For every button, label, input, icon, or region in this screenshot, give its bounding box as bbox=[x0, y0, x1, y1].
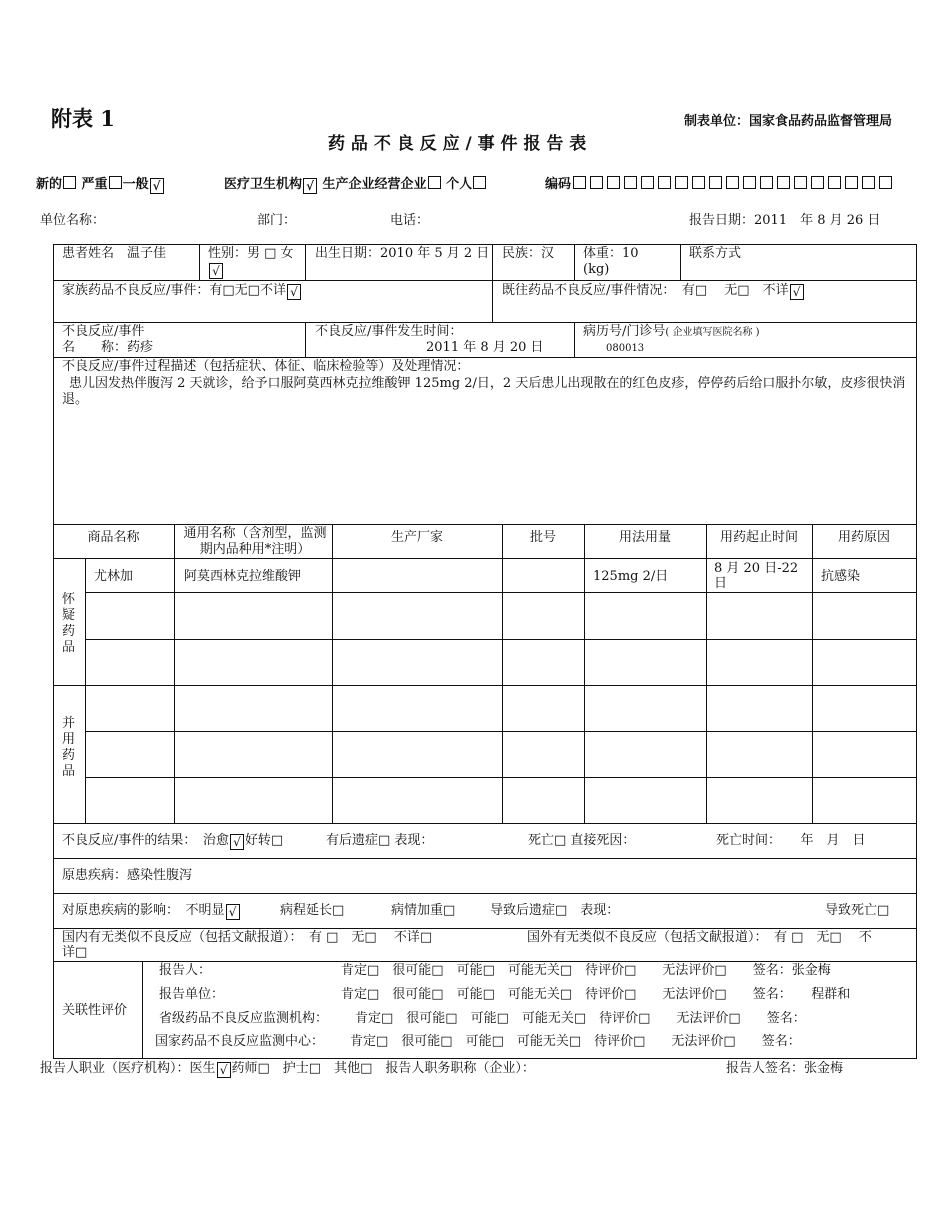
relevance-unit-options: 肯定□ 很可能□ 可能□ 可能无关□ 待评价□ 无法评价□ 签名： 程群和 bbox=[341, 987, 851, 1002]
annex-label: 附表 1 bbox=[51, 106, 115, 131]
patient-sex: 性别：男 □ 女 √ bbox=[208, 246, 294, 278]
general-checkbox[interactable]: √ bbox=[150, 178, 164, 194]
new-label: 新的 bbox=[36, 177, 63, 192]
relevance-national-options: 肯定□ 很可能□ 可能□ 可能无关□ 待评价□ 无法评价□ 签名： bbox=[350, 1034, 801, 1049]
suspect-trade-name: 尤林加 bbox=[94, 569, 134, 584]
report-date: 报告日期：2011 年 8 月 26 日 bbox=[689, 213, 881, 228]
header-trade-name: 商品名称 bbox=[87, 530, 140, 545]
event-name: 不良反应/事件 名 称：药疹 bbox=[62, 324, 154, 355]
outcome-death-time: 死亡时间： 年 月 日 bbox=[716, 833, 866, 848]
outcome-death: 死亡□ 直接死因： bbox=[528, 833, 636, 848]
code-box[interactable] bbox=[590, 176, 603, 189]
suspect-dosage: 125mg 2/日 bbox=[593, 569, 669, 584]
concomitant-drugs-label: 并用药品 bbox=[62, 716, 76, 779]
code-box[interactable] bbox=[573, 176, 586, 189]
suspect-generic-name: 阿莫西林克拉维酸钾 bbox=[184, 569, 302, 584]
impact-prolong: 病程延长□ bbox=[280, 903, 345, 918]
relevance-reporter: 报告人： bbox=[159, 963, 212, 978]
impact-sequela: 导致后遗症□ 表现： bbox=[490, 903, 620, 918]
not-obvious-checkbox[interactable]: √ bbox=[226, 904, 240, 920]
patient-name: 患者姓名 温子佳 bbox=[62, 246, 167, 261]
patient-ethnic: 民族：汉 bbox=[502, 246, 555, 261]
event-time-label: 不良反应/事件发生时间： bbox=[315, 324, 463, 339]
patient-contact: 联系方式 bbox=[689, 246, 742, 261]
code-box[interactable] bbox=[862, 176, 875, 189]
patient-weight: 体重：10 (kg) bbox=[583, 246, 639, 277]
relevance-unit: 报告单位： bbox=[159, 987, 225, 1002]
description-label: 不良反应/事件过程描述（包括症状、体征、临床检验等）及处理情况： bbox=[62, 359, 470, 374]
header-generic-name: 通用名称（含剂型，监测期内品种用*注明） bbox=[183, 526, 327, 557]
code-label: 编码 bbox=[545, 177, 572, 192]
relevance-provincial-options: 肯定□ 很可能□ 可能□ 可能无关□ 待评价□ 无法评价□ 签名： bbox=[355, 1011, 806, 1026]
header-manufacturer: 生产厂家 bbox=[390, 530, 443, 545]
original-disease: 原患疾病：感染性腹泻 bbox=[62, 868, 193, 883]
page-title: 药 品 不 良 反 应 / 事 件 报 告 表 bbox=[328, 134, 587, 154]
personal-checkbox[interactable] bbox=[473, 176, 486, 189]
new-checkbox[interactable] bbox=[63, 176, 76, 189]
description-text: 患儿因发热伴腹泻 2 天就诊，给予口服阿莫西林克拉维酸钾 125mg 2/日，2 天后患儿出现散在的红色皮疹，停停药后给口服扑尔敏，皮疹很快消退。 bbox=[62, 376, 906, 407]
issuer-label: 制表单位：国家食品药品监督管理局 bbox=[684, 114, 893, 129]
patient-birth: 出生日期：2010 年 5 月 2 日 bbox=[315, 246, 490, 261]
medical-checkbox[interactable]: √ bbox=[303, 178, 317, 194]
reporter-signature: 报告人签名：张金梅 bbox=[726, 1061, 844, 1076]
relevance-national: 国家药品不良反应监测中心： bbox=[155, 1034, 325, 1049]
serious-checkbox[interactable] bbox=[109, 176, 122, 189]
similar-foreign: 国外有无类似不良反应（包括文献报道）： 有 □ 无□ 不 bbox=[527, 930, 872, 945]
code-box[interactable] bbox=[760, 176, 773, 189]
similar-domestic: 国内有无类似不良反应（包括文献报道）： 有 □ 无□ 不详□ bbox=[62, 930, 433, 945]
past-adr: 既往药品不良反应/事件情况： 有□ 无□ 不详 √ bbox=[502, 283, 805, 300]
female-checkbox[interactable]: √ bbox=[209, 263, 223, 279]
code-box[interactable] bbox=[794, 176, 807, 189]
enterprise-checkbox[interactable] bbox=[428, 176, 441, 189]
code-box[interactable] bbox=[811, 176, 824, 189]
family-adr: 家族药品不良反应/事件：有□无□不详 √ bbox=[62, 283, 302, 300]
record-number: 病历号/门诊号( 企业填写医院名称 ) bbox=[583, 324, 760, 339]
code-box[interactable] bbox=[777, 176, 790, 189]
cured-checkbox[interactable]: √ bbox=[230, 834, 244, 850]
relevance-reporter-options: 肯定□ 很可能□ 可能□ 可能无关□ 待评价□ 无法评价□ 签名：张金梅 bbox=[341, 963, 831, 978]
dept-label: 部门： bbox=[257, 213, 297, 228]
reporter-type-line bbox=[224, 173, 487, 194]
code-box[interactable] bbox=[658, 176, 671, 189]
similar-foreign-cont: 详□ bbox=[62, 945, 88, 960]
record-value: 080013 bbox=[606, 343, 645, 354]
serious-label: 严重 bbox=[81, 177, 108, 192]
medical-label: 医疗卫生机构 bbox=[224, 177, 303, 192]
header-dosage: 用法用量 bbox=[618, 530, 671, 545]
code-box[interactable] bbox=[675, 176, 688, 189]
personal-label: 个人 bbox=[446, 177, 473, 192]
reporter-occupation: 报告人职业（医疗机构）：医生 √ 药师□ 护士□ 其他□ 报告人职务职称（企业）： bbox=[40, 1061, 535, 1077]
impact-label: 对原患疾病的影响： 不明显 √ bbox=[62, 903, 241, 920]
outcome-sequela: 有后遗症□ 表现： bbox=[326, 833, 434, 848]
code-box[interactable] bbox=[709, 176, 722, 189]
suspect-drugs-label: 怀疑药品 bbox=[62, 592, 76, 655]
doctor-checkbox[interactable]: √ bbox=[217, 1062, 231, 1078]
general-label: 一般 bbox=[122, 177, 149, 192]
unit-label: 单位名称： bbox=[40, 213, 106, 228]
impact-death: 导致死亡□ bbox=[825, 903, 890, 918]
impact-worse: 病情加重□ bbox=[391, 903, 456, 918]
event-time-value: 2011 年 8 月 20 日 bbox=[426, 340, 544, 355]
enterprise-label: 生产企业经营企业 bbox=[322, 177, 427, 192]
past-unknown-checkbox[interactable]: √ bbox=[790, 284, 804, 300]
code-box[interactable] bbox=[845, 176, 858, 189]
header-batch: 批号 bbox=[529, 530, 556, 545]
suspect-reason: 抗感染 bbox=[821, 569, 861, 584]
code-boxes[interactable] bbox=[571, 177, 894, 192]
phone-label: 电话： bbox=[390, 213, 430, 228]
family-unknown-checkbox[interactable]: √ bbox=[287, 284, 301, 300]
code-box[interactable] bbox=[607, 176, 620, 189]
report-type-line bbox=[36, 173, 165, 194]
code-box[interactable] bbox=[692, 176, 705, 189]
relevance-provincial: 省级药品不良反应监测机构： bbox=[159, 1011, 329, 1026]
code-box[interactable] bbox=[879, 176, 892, 189]
code-box[interactable] bbox=[641, 176, 654, 189]
code-box[interactable] bbox=[743, 176, 756, 189]
relevance-label: 关联性评价 bbox=[62, 1003, 128, 1018]
header-period: 用药起止时间 bbox=[719, 530, 798, 545]
outcome-result: 不良反应/事件的结果： 治愈 √ 好转□ bbox=[62, 833, 284, 849]
code-box[interactable] bbox=[828, 176, 841, 189]
header-reason: 用药原因 bbox=[837, 530, 890, 545]
code-box[interactable] bbox=[726, 176, 739, 189]
code-box[interactable] bbox=[624, 176, 637, 189]
suspect-period: 8 月 20 日-22 日 bbox=[714, 561, 799, 591]
code-field bbox=[545, 173, 894, 192]
